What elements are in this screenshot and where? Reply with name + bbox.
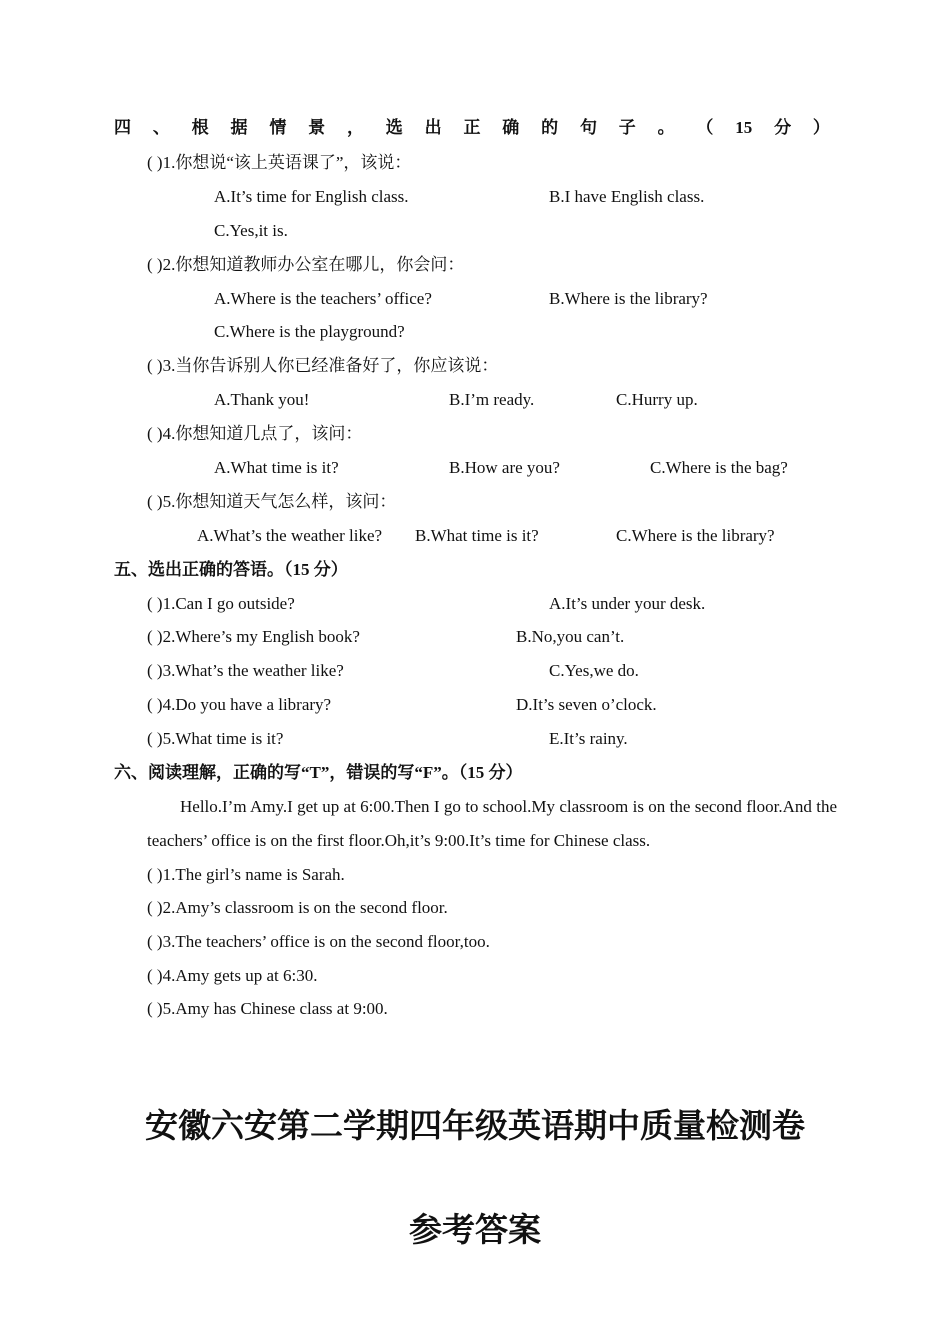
section-5-heading: 五、选出正确的答语。（15 分） (114, 560, 348, 579)
question-stem: ( )2.你想知道教师办公室在哪儿，你会问： (147, 255, 465, 274)
heading-char: 、 (152, 118, 170, 137)
answer-key-title: 参考答案 (409, 1210, 541, 1249)
option-b: B.I’m ready. (449, 390, 535, 409)
option-a: A.What’s the weather like? (197, 526, 383, 545)
question-item: ( )3.What’s the weather like? (147, 661, 344, 680)
question-item: ( )2.Where’s my English book? (147, 627, 360, 646)
heading-char: 据 (230, 118, 248, 137)
heading-char: 四 (114, 118, 131, 137)
statement-item: ( )3.The teachers’ office is on the second floor,too. (147, 932, 490, 951)
heading-char: 15 (735, 118, 753, 137)
question-item: ( )1.Can I go outside? (147, 594, 295, 613)
heading-char: ） (812, 118, 830, 137)
question-stem: ( )4.你想知道几点了，该问： (147, 424, 363, 443)
question-stem: ( )5.你想知道天气怎么样，该问： (147, 492, 397, 511)
statement-item: ( )4.Amy gets up at 6:30. (147, 966, 318, 985)
option-c: C.Where is the library? (616, 526, 775, 545)
heading-char: 情 (269, 118, 287, 137)
heading-char: ， (346, 118, 364, 137)
section-6-heading: 六、阅读理解，正确的写“T”，错误的写“F”。（15 分） (114, 763, 523, 782)
heading-char: 正 (463, 118, 481, 137)
answer-choice: A.It’s under your desk. (549, 594, 706, 613)
question-stem: ( )3.当你告诉别人你已经准备好了，你应该说： (147, 356, 499, 375)
section-4-heading (114, 117, 830, 139)
heading-char: 确 (502, 118, 520, 137)
option-b: B.What time is it? (415, 526, 539, 545)
heading-char: 景 (308, 118, 326, 137)
option-c: C.Yes,it is. (214, 221, 288, 240)
option-b: B.How are you? (449, 458, 560, 477)
heading-char: 句 (579, 118, 597, 137)
answer-choice: D.It’s seven o’clock. (516, 695, 657, 714)
answer-choice: B.No,you can’t. (516, 627, 625, 646)
option-c: C.Hurry up. (616, 390, 698, 409)
heading-char: 。 (657, 118, 675, 137)
reading-passage: Hello.I’m Amy.I get up at 6:00.Then I go to school.My classroom is on the second floor.And the teachers’ office is on the first floor.Oh,it’s 9:00.It’s time for Chinese class. (147, 797, 837, 850)
heading-char: 出 (424, 118, 442, 137)
exam-title: 安徽六安第二学期四年级英语期中质量检测卷 (145, 1106, 805, 1145)
question-stem: ( )1.你想说“该上英语课了”，该说： (147, 153, 412, 172)
statement-item: ( )2.Amy’s classroom is on the second floor. (147, 898, 448, 917)
option-a: A.What time is it? (214, 458, 339, 477)
heading-char: 子 (618, 118, 636, 137)
question-item: ( )4.Do you have a library? (147, 695, 332, 714)
option-b: B.Where is the library? (549, 289, 708, 308)
heading-char: 分 (774, 118, 792, 137)
question-item: ( )5.What time is it? (147, 729, 284, 748)
option-c: C.Where is the playground? (214, 322, 405, 341)
option-a: A.Thank you! (214, 390, 310, 409)
heading-char: （ (696, 118, 714, 137)
option-b: B.I have English class. (549, 187, 705, 206)
statement-item: ( )5.Amy has Chinese class at 9:00. (147, 999, 388, 1018)
heading-char: 的 (541, 118, 559, 137)
heading-char: 根 (191, 118, 209, 137)
option-c: C.Where is the bag? (650, 458, 788, 477)
answer-choice: C.Yes,we do. (549, 661, 639, 680)
heading-char: 选 (385, 118, 403, 137)
option-a: A.It’s time for English class. (214, 187, 409, 206)
statement-item: ( )1.The girl’s name is Sarah. (147, 865, 345, 884)
answer-choice: E.It’s rainy. (549, 729, 628, 748)
option-a: A.Where is the teachers’ office? (214, 289, 432, 308)
